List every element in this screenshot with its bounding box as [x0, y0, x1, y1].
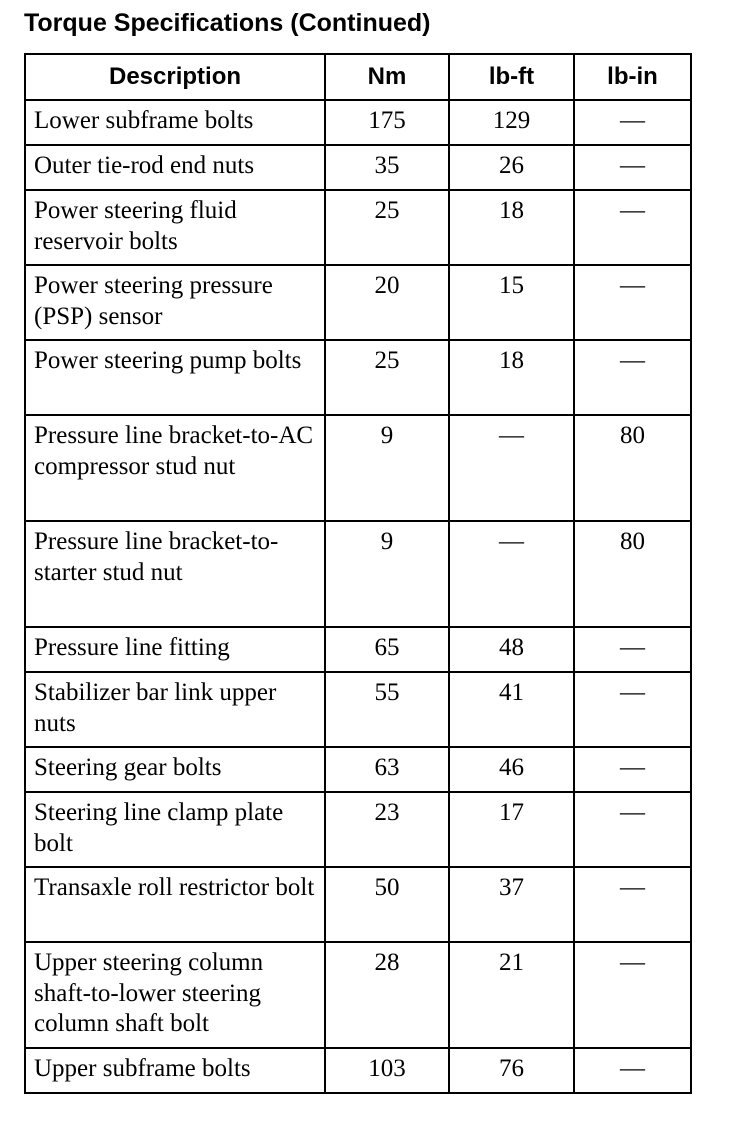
cell-description: Power steering fluid reservoir bolts — [25, 190, 325, 265]
table-header-row — [25, 54, 691, 100]
cell-lbin: — — [574, 792, 691, 867]
cell-nm: 50 — [325, 867, 449, 942]
table-row — [25, 672, 691, 747]
cell-lbft: — — [449, 415, 574, 521]
table-row — [25, 145, 691, 190]
cell-description: Steering line clamp plate bolt — [25, 792, 325, 867]
table-row — [25, 627, 691, 672]
table-row — [25, 521, 691, 627]
cell-lbin: — — [574, 627, 691, 672]
cell-nm: 25 — [325, 190, 449, 265]
cell-lbin: — — [574, 190, 691, 265]
cell-lbin: — — [574, 265, 691, 340]
cell-nm: 9 — [325, 415, 449, 521]
cell-nm: 20 — [325, 265, 449, 340]
cell-lbft: 41 — [449, 672, 574, 747]
column-header-nm: Nm — [325, 54, 449, 100]
cell-lbft: 46 — [449, 747, 574, 792]
cell-lbft: 18 — [449, 190, 574, 265]
cell-nm: 25 — [325, 340, 449, 415]
torque-spec-table — [24, 53, 692, 1094]
table-row — [25, 415, 691, 521]
cell-nm: 28 — [325, 942, 449, 1048]
table-row — [25, 190, 691, 265]
cell-description: Power steering pump bolts — [25, 340, 325, 415]
page-title: Torque Specifications (Continued) — [24, 9, 431, 37]
table-row — [25, 1048, 691, 1093]
cell-lbin: — — [574, 867, 691, 942]
cell-description: Outer tie-rod end nuts — [25, 145, 325, 190]
column-header-lbin: lb-in — [574, 54, 691, 100]
cell-nm: 23 — [325, 792, 449, 867]
cell-nm: 175 — [325, 100, 449, 145]
table-row — [25, 265, 691, 340]
cell-description: Pressure line fitting — [25, 627, 325, 672]
cell-nm: 103 — [325, 1048, 449, 1093]
cell-lbin: — — [574, 145, 691, 190]
cell-nm: 63 — [325, 747, 449, 792]
cell-lbin: — — [574, 1048, 691, 1093]
cell-lbin: — — [574, 100, 691, 145]
cell-nm: 9 — [325, 521, 449, 627]
table-row — [25, 340, 691, 415]
cell-lbft: — — [449, 521, 574, 627]
cell-lbft: 15 — [449, 265, 574, 340]
cell-nm: 65 — [325, 627, 449, 672]
cell-description: Pressure line bracket-to-AC compressor stud nut — [25, 415, 325, 521]
cell-description: Upper steering column shaft-to-lower steering column shaft bolt — [25, 942, 325, 1048]
cell-lbft: 76 — [449, 1048, 574, 1093]
cell-nm: 55 — [325, 672, 449, 747]
column-header-description: Description — [25, 54, 325, 100]
cell-lbin: — — [574, 340, 691, 415]
cell-lbin: 80 — [574, 415, 691, 521]
cell-description: Pressure line bracket-to-starter stud nut — [25, 521, 325, 627]
cell-description: Power steering pressure (PSP) sensor — [25, 265, 325, 340]
table-row — [25, 747, 691, 792]
table-row — [25, 792, 691, 867]
table-row — [25, 100, 691, 145]
cell-description: Lower subframe bolts — [25, 100, 325, 145]
cell-lbin: — — [574, 672, 691, 747]
cell-description: Transaxle roll restrictor bolt — [25, 867, 325, 942]
cell-lbin: — — [574, 942, 691, 1048]
cell-lbft: 17 — [449, 792, 574, 867]
cell-lbft: 18 — [449, 340, 574, 415]
cell-lbft: 37 — [449, 867, 574, 942]
cell-lbin: 80 — [574, 521, 691, 627]
cell-lbft: 48 — [449, 627, 574, 672]
table-row — [25, 867, 691, 942]
cell-lbft: 129 — [449, 100, 574, 145]
cell-nm: 35 — [325, 145, 449, 190]
cell-description: Steering gear bolts — [25, 747, 325, 792]
table-row — [25, 942, 691, 1048]
cell-description: Stabilizer bar link upper nuts — [25, 672, 325, 747]
cell-lbft: 26 — [449, 145, 574, 190]
column-header-lbft: lb-ft — [449, 54, 574, 100]
cell-description: Upper subframe bolts — [25, 1048, 325, 1093]
cell-lbft: 21 — [449, 942, 574, 1048]
cell-lbin: — — [574, 747, 691, 792]
